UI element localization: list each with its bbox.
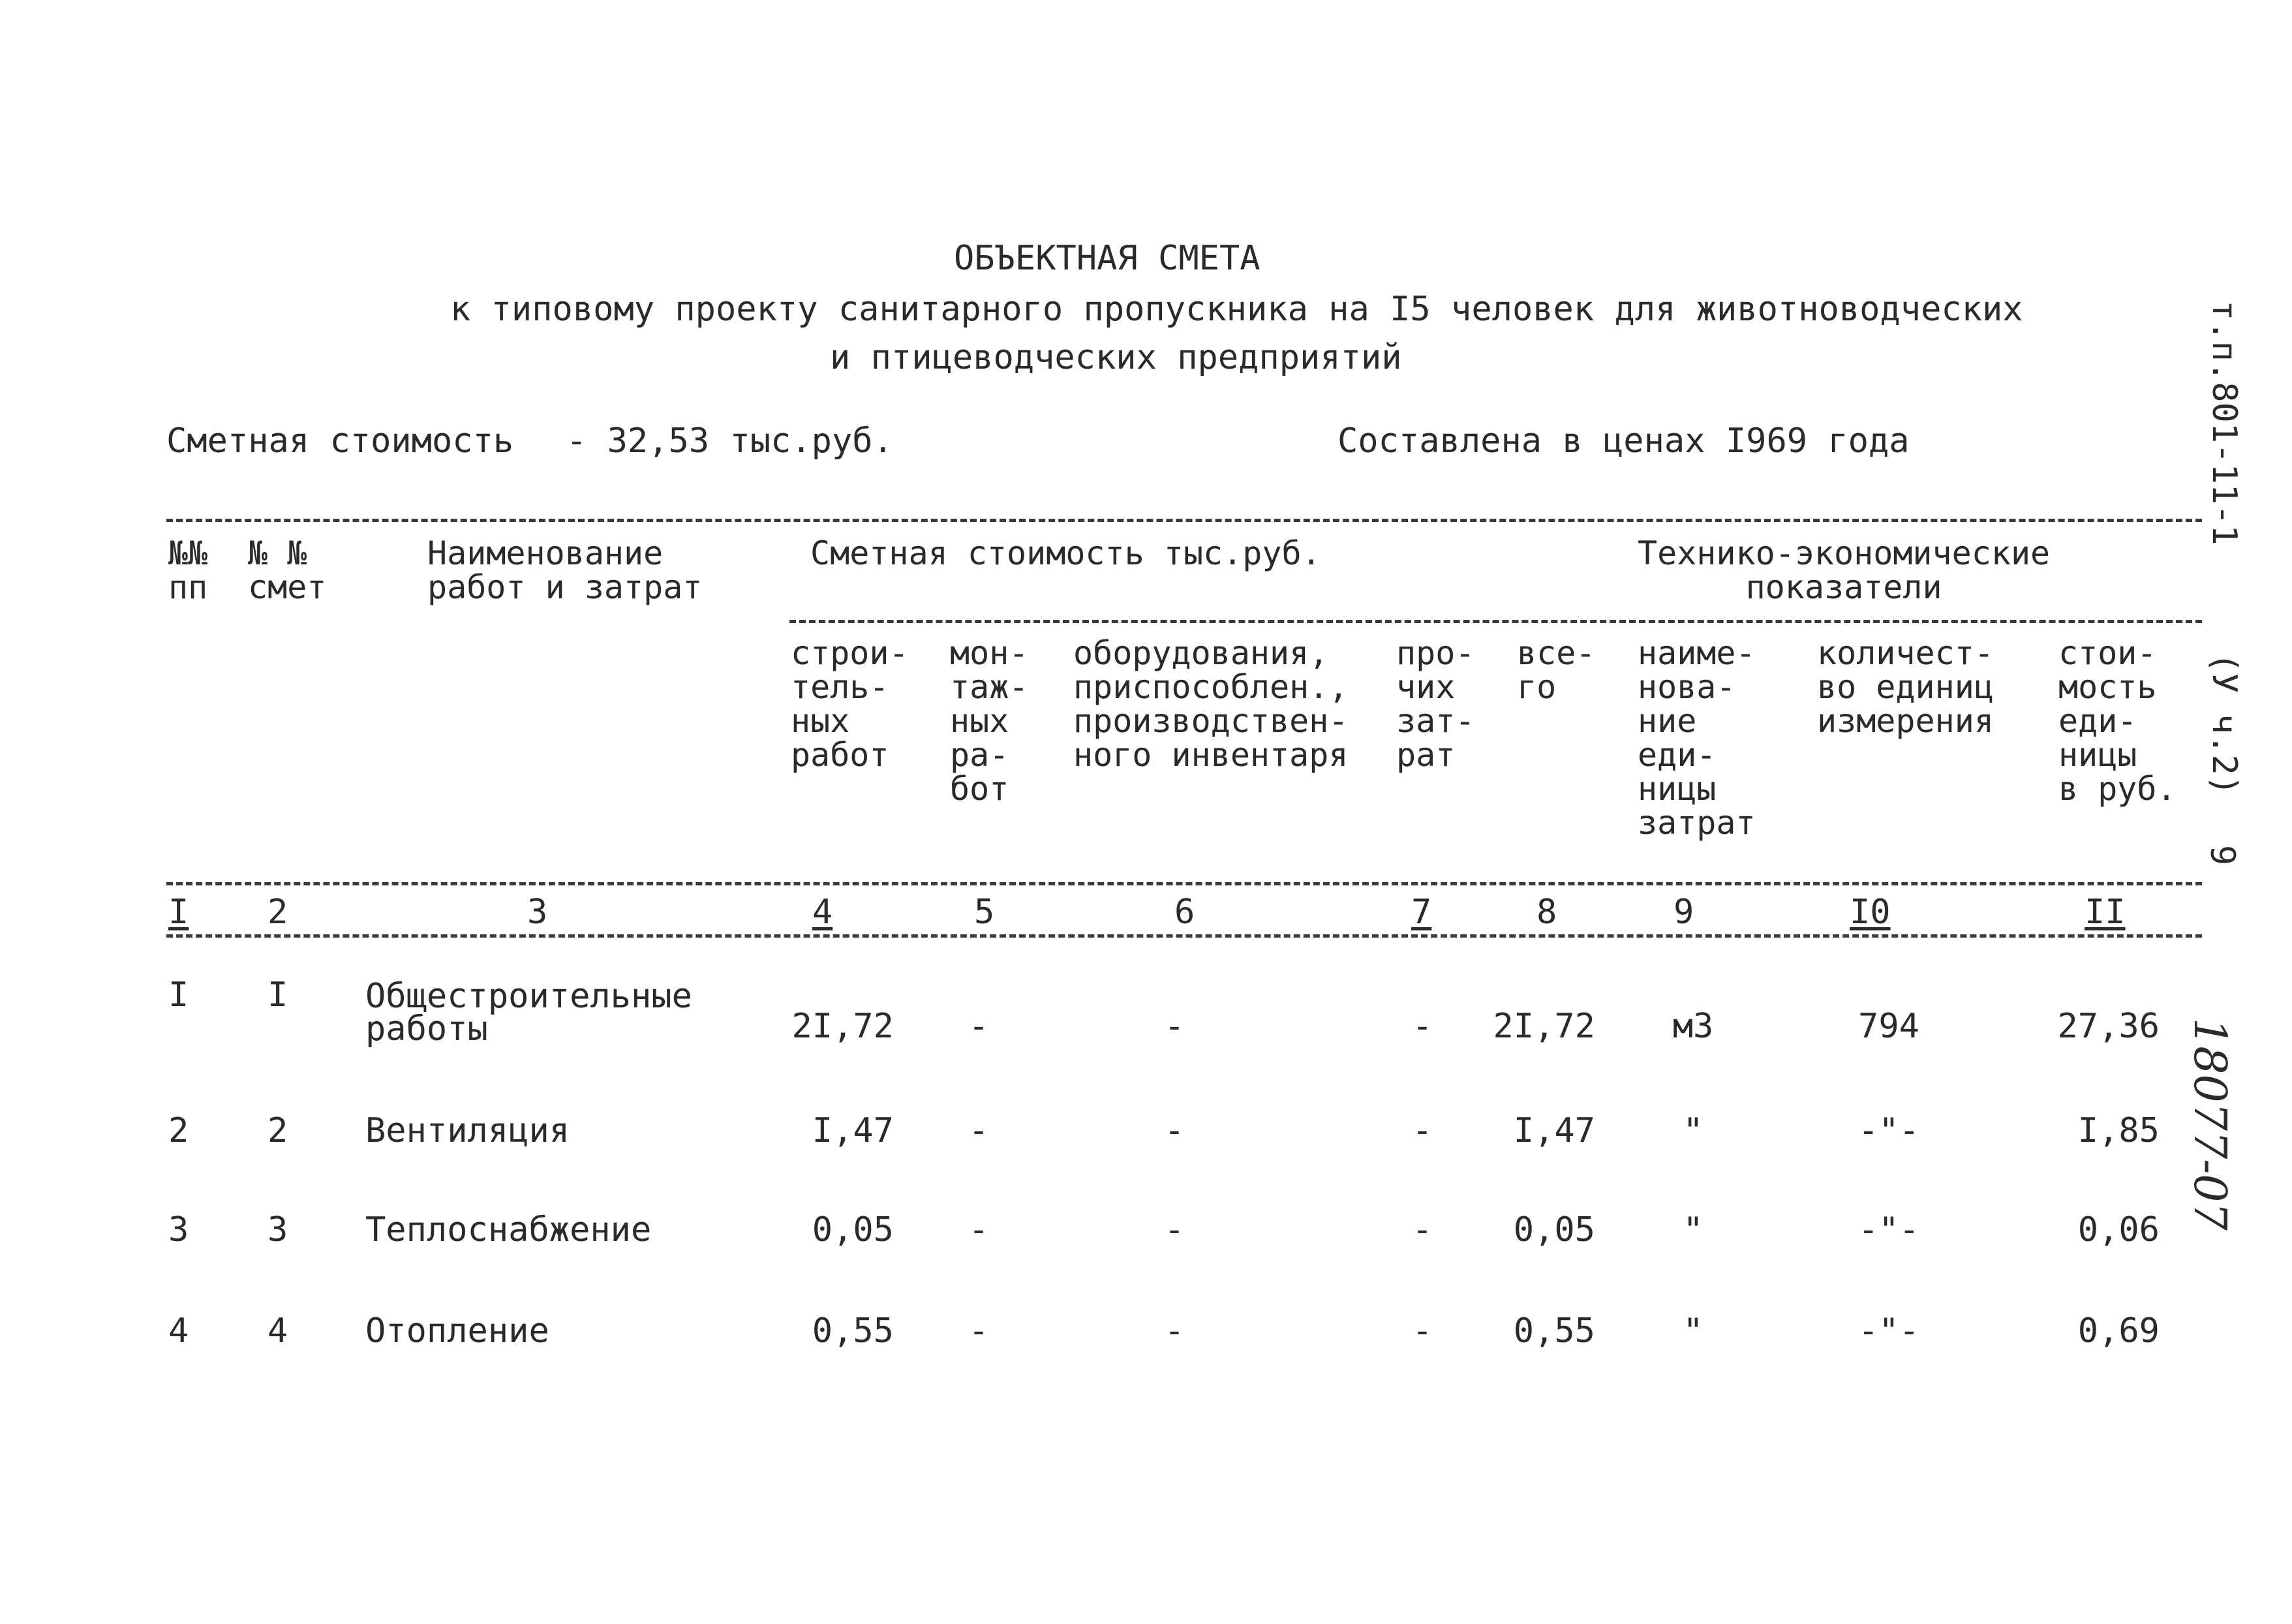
construction-cost: 0,05: [812, 1210, 894, 1249]
column-number-8: 8: [1536, 893, 1557, 932]
page-number: 9: [2203, 845, 2242, 866]
unit-quantity: -"-: [1858, 1311, 1919, 1351]
total-cost: 2I,72: [1493, 1007, 1595, 1046]
column-number-7: 7: [1411, 893, 1432, 932]
equipment-cost: -: [1164, 1311, 1185, 1351]
header-installation-works: мон- таж- ных ра- бот: [950, 634, 1029, 808]
equipment-cost: -: [1164, 1111, 1185, 1150]
document-title: ОБЪЕКТНАЯ СМЕТА: [954, 239, 1261, 278]
document-subtitle-line1: к типовому проекту санитарного пропускника на I5 человек для животноводческих: [450, 290, 2023, 329]
column-number-4: 4: [812, 893, 833, 932]
unit-cost: 0,06: [2077, 1210, 2160, 1249]
header-bottom-rule: [166, 882, 2202, 885]
unit-quantity: -"-: [1858, 1111, 1919, 1150]
header-row-number: №№ пп: [168, 534, 208, 606]
header-other-costs: про- чих зат- рат: [1396, 634, 1475, 774]
prices-year-note: Составлена в ценах I969 года: [1337, 421, 1910, 461]
installation-cost: -: [968, 1007, 989, 1046]
column-numbers-rule: [166, 934, 2202, 938]
construction-cost: 0,55: [812, 1311, 894, 1351]
work-name: Вентиляция: [365, 1111, 570, 1150]
column-number-2: 2: [267, 893, 288, 932]
other-cost: -: [1412, 1111, 1433, 1150]
row-number: 2: [168, 1111, 189, 1150]
unit-name: ": [1683, 1311, 1704, 1351]
unit-quantity: -"-: [1858, 1210, 1919, 1249]
row-number: I: [168, 975, 189, 1015]
handwritten-number: 18077-07: [2184, 1018, 2235, 1231]
column-number-10: I0: [1850, 893, 1891, 932]
header-group-cost: Сметная стоимость тыс.руб.: [810, 534, 1321, 572]
estimated-cost-label: Сметная стоимость: [166, 421, 514, 461]
row-number: 3: [168, 1210, 189, 1249]
estimate-number: 2: [267, 1111, 288, 1150]
table-top-rule: [166, 519, 2202, 522]
row-number: 4: [168, 1311, 189, 1351]
header-estimate-number: № № смет: [248, 534, 327, 606]
unit-quantity: 794: [1858, 1007, 1919, 1046]
unit-name: ": [1683, 1210, 1704, 1249]
estimate-number: I: [267, 975, 288, 1015]
equipment-cost: -: [1164, 1210, 1185, 1249]
header-equipment: оборудования, приспособлен., производствен- ного инвентаря: [1073, 634, 1349, 774]
header-unit-cost: стои- мость еди- ницы в руб.: [2058, 634, 2177, 808]
work-name: Общестроительные работы: [365, 977, 692, 1049]
header-unit-quantity: количест- во единиц измерения: [1817, 634, 1994, 740]
estimate-number: 4: [267, 1311, 288, 1351]
part-label: (У ч.2): [2205, 652, 2244, 796]
unit-cost: 27,36: [2057, 1007, 2160, 1046]
column-number-11: II: [2085, 893, 2126, 932]
other-cost: -: [1412, 1210, 1433, 1249]
unit-name: ": [1683, 1111, 1704, 1150]
column-number-5: 5: [974, 893, 995, 932]
other-cost: -: [1412, 1311, 1433, 1351]
unit-cost: I,85: [2077, 1111, 2160, 1150]
column-number-3: 3: [527, 893, 548, 932]
header-total: все- го: [1517, 634, 1596, 706]
document-subtitle-line2: и птицеводческих предприятий: [830, 338, 1402, 377]
total-cost: I,47: [1513, 1111, 1595, 1150]
total-cost: 0,05: [1513, 1210, 1595, 1249]
estimated-cost-value: - 32,53 тыс.руб.: [566, 421, 893, 461]
header-construction-works: строи- тель- ных работ: [791, 634, 909, 774]
unit-cost: 0,69: [2077, 1311, 2160, 1351]
installation-cost: -: [968, 1210, 989, 1249]
construction-cost: 2I,72: [791, 1007, 894, 1046]
equipment-cost: -: [1164, 1007, 1185, 1046]
work-name: Отопление: [365, 1311, 549, 1351]
column-number-1: I: [168, 893, 189, 932]
column-number-6: 6: [1174, 893, 1195, 932]
work-name: Теплоснабжение: [365, 1210, 652, 1249]
installation-cost: -: [968, 1311, 989, 1351]
estimate-number: 3: [267, 1210, 288, 1249]
header-group-technical: Технико-экономические показатели: [1638, 534, 2051, 606]
unit-name: м3: [1672, 1007, 1714, 1046]
total-cost: 0,55: [1513, 1311, 1595, 1351]
header-unit-name: наиме- нова- ние еди- ницы затрат: [1638, 634, 1756, 842]
construction-cost: I,47: [812, 1111, 894, 1150]
header-group-rule: [789, 620, 2202, 623]
project-code-label: т.п.801-11-1: [2205, 300, 2244, 545]
header-work-name: Наименование работ и затрат: [427, 534, 703, 606]
installation-cost: -: [968, 1111, 989, 1150]
other-cost: -: [1412, 1007, 1433, 1046]
column-number-9: 9: [1673, 893, 1694, 932]
